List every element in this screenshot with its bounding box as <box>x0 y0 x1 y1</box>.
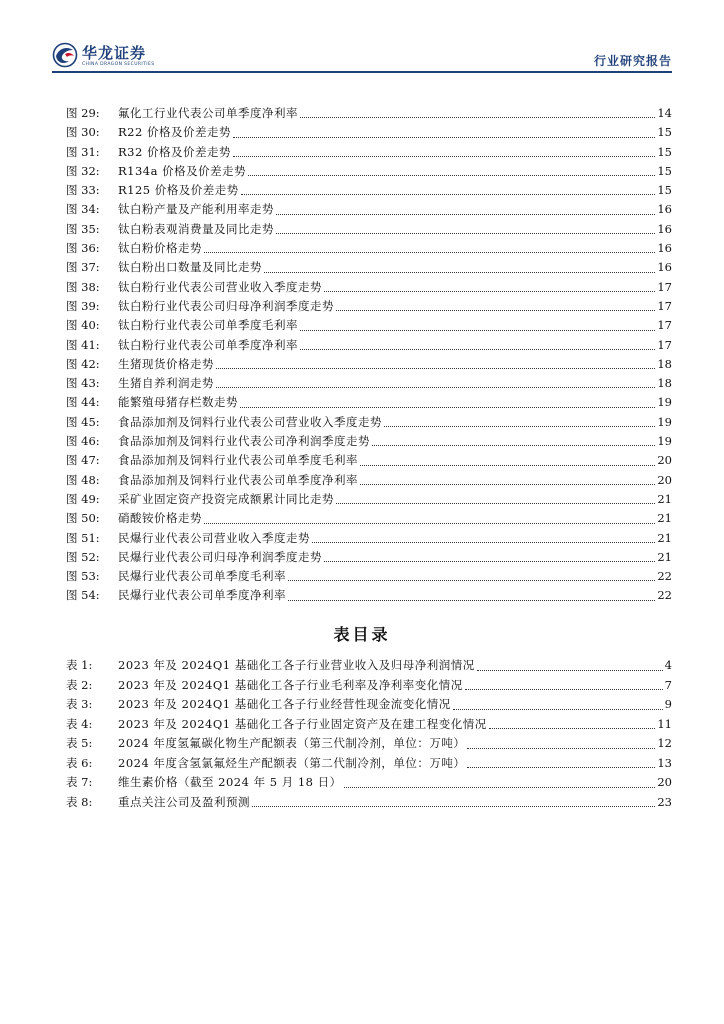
entry-number: 图 37: <box>66 260 100 275</box>
entry-number: 图 36: <box>66 241 100 256</box>
entry-title: 2024 年度氢氟碳化物生产配额表（第三代制冷剂，单位：万吨） <box>118 736 466 750</box>
entry-number: 图 40: <box>66 318 100 333</box>
entry-page-number: 21 <box>657 549 672 564</box>
entry-page-number: 19 <box>657 434 672 449</box>
tables-heading: 表目录 <box>333 625 391 644</box>
table-entry[interactable] <box>66 793 672 813</box>
entry-page-number: 20 <box>657 775 672 789</box>
figure-entry[interactable] <box>66 316 672 335</box>
logo-text-cn: 华龙证券 <box>82 44 147 62</box>
header-divider <box>52 71 672 73</box>
table-entry[interactable] <box>66 754 672 774</box>
figure-entry[interactable] <box>66 162 672 181</box>
entry-title: 食品添加剂及饲料行业代表公司单季度毛利率 <box>118 453 358 468</box>
entry-number: 图 47: <box>66 453 100 468</box>
figure-entry[interactable] <box>66 548 672 567</box>
dot-leader <box>467 748 655 749</box>
dot-leader <box>336 503 655 504</box>
dot-leader <box>248 175 655 176</box>
entry-page-number: 19 <box>657 414 672 429</box>
dot-leader <box>233 137 655 138</box>
entry-number: 图 49: <box>66 491 100 506</box>
dot-leader <box>264 272 655 273</box>
table-entry[interactable] <box>66 773 672 793</box>
dot-leader <box>453 709 663 710</box>
entry-number: 图 41: <box>66 337 100 352</box>
entry-title: 食品添加剂及饲料行业代表公司营业收入季度走势 <box>118 414 382 429</box>
figure-entry[interactable] <box>66 393 672 412</box>
entry-title: 采矿业固定资产投资完成额累计同比走势 <box>118 491 334 506</box>
figure-list <box>66 104 672 606</box>
entry-title: 生猪自养利润走势 <box>118 376 214 391</box>
entry-page-number: 16 <box>657 221 672 236</box>
figure-entry[interactable] <box>66 143 672 162</box>
figure-entry[interactable] <box>66 374 672 393</box>
dot-leader <box>360 484 655 485</box>
figure-entry[interactable] <box>66 451 672 470</box>
dot-leader <box>216 368 655 369</box>
entry-title: 钛白粉表观消费量及同比走势 <box>118 221 274 236</box>
table-entry[interactable] <box>66 656 672 676</box>
entry-number: 表 5: <box>66 736 93 750</box>
dot-leader <box>467 767 655 768</box>
entry-title: 生猪现货价格走势 <box>118 356 214 371</box>
figure-entry[interactable] <box>66 355 672 374</box>
entry-number: 图 52: <box>66 549 100 564</box>
dot-leader <box>465 689 663 690</box>
table-entry[interactable] <box>66 734 672 754</box>
dot-leader <box>336 310 655 311</box>
entry-page-number: 16 <box>657 202 672 217</box>
dot-leader <box>300 349 655 350</box>
entry-number: 图 46: <box>66 434 100 449</box>
entry-title: 重点关注公司及盈利预测 <box>118 794 250 809</box>
entry-number: 图 29: <box>66 106 100 120</box>
figure-entry[interactable] <box>66 239 672 258</box>
entry-number: 图 34: <box>66 202 100 217</box>
table-list <box>66 656 672 812</box>
dot-leader <box>241 194 656 195</box>
entry-title: R32 价格及价差走势 <box>118 144 231 159</box>
entry-number: 图 45: <box>66 414 100 429</box>
figure-entry[interactable] <box>66 123 672 142</box>
entry-number: 表 8: <box>66 794 93 809</box>
table-entry[interactable] <box>66 715 672 735</box>
entry-page-number: 12 <box>657 736 672 750</box>
entry-title: 2024 年度含氢氯氟烃生产配额表（第二代制冷剂，单位：万吨） <box>118 755 466 770</box>
figure-entry[interactable] <box>66 104 672 123</box>
entry-page-number: 23 <box>657 794 672 809</box>
figure-entry[interactable] <box>66 297 672 316</box>
entry-title: 民爆行业代表公司归母净利润季度走势 <box>118 549 322 564</box>
entry-title: 钛白粉价格走势 <box>118 241 202 256</box>
entry-title: 钛白粉行业代表公司单季度净利率 <box>118 337 298 352</box>
entry-title: 2023 年及 2024Q1 基础化工各子行业营业收入及归母净利润情况 <box>118 658 475 672</box>
entry-page-number: 14 <box>657 106 672 120</box>
entry-number: 图 32: <box>66 163 100 178</box>
table-entry[interactable] <box>66 695 672 715</box>
entry-page-number: 7 <box>664 677 672 692</box>
logo-text-en: CHINA DRAGON SECURITIES <box>82 62 155 67</box>
entry-number: 图 44: <box>66 395 100 410</box>
entry-title: 维生素价格（截至 2024 年 5 月 18 日） <box>118 775 342 789</box>
figure-entry[interactable] <box>66 181 672 200</box>
entry-number: 图 53: <box>66 569 100 584</box>
entry-title: 民爆行业代表公司单季度净利率 <box>118 588 286 603</box>
entry-number: 图 33: <box>66 183 100 198</box>
entry-title: R125 价格及价差走势 <box>118 183 239 198</box>
dot-leader <box>312 542 655 543</box>
figure-entry[interactable] <box>66 490 672 509</box>
entry-page-number: 4 <box>664 658 672 672</box>
figure-entry[interactable] <box>66 509 672 528</box>
dot-leader <box>384 426 655 427</box>
entry-page-number: 13 <box>657 755 672 770</box>
entry-page-number: 22 <box>657 588 672 603</box>
entry-page-number: 17 <box>657 337 672 352</box>
dot-leader <box>489 728 656 729</box>
entry-page-number: 21 <box>657 530 672 545</box>
dot-leader <box>252 806 655 807</box>
figure-entry[interactable] <box>66 529 672 548</box>
dot-leader <box>276 214 655 215</box>
entry-page-number: 16 <box>657 260 672 275</box>
entry-page-number: 21 <box>657 491 672 506</box>
entry-title: 2023 年及 2024Q1 基础化工各子行业固定资产及在建工程变化情况 <box>118 716 487 731</box>
figure-entry[interactable] <box>66 336 672 355</box>
entry-title: 2023 年及 2024Q1 基础化工各子行业毛利率及净利率变化情况 <box>118 677 463 692</box>
dot-leader <box>216 387 655 388</box>
entry-page-number: 20 <box>657 453 672 468</box>
entry-page-number: 15 <box>657 144 672 159</box>
page-header <box>0 0 724 80</box>
figure-entry[interactable] <box>66 200 672 219</box>
entry-number: 图 35: <box>66 221 100 236</box>
entry-page-number: 16 <box>657 241 672 256</box>
entry-title: 2023 年及 2024Q1 基础化工各子行业经营性现金流变化情况 <box>118 697 451 711</box>
dot-leader <box>233 156 655 157</box>
entry-number: 表 1: <box>66 658 93 672</box>
entry-number: 图 51: <box>66 530 100 545</box>
figure-entry[interactable] <box>66 586 672 605</box>
entry-number: 图 39: <box>66 298 100 313</box>
dot-leader <box>324 291 655 292</box>
dot-leader <box>300 330 655 331</box>
entry-title: 钛白粉行业代表公司单季度毛利率 <box>118 318 298 333</box>
entry-page-number: 22 <box>657 569 672 584</box>
entry-title: 民爆行业代表公司单季度毛利率 <box>118 569 286 584</box>
entry-title: 钛白粉行业代表公司营业收入季度走势 <box>118 279 322 294</box>
figure-entry[interactable] <box>66 471 672 490</box>
dot-leader <box>204 252 655 253</box>
entry-page-number: 17 <box>657 298 672 313</box>
entry-title: 民爆行业代表公司营业收入季度走势 <box>118 530 310 545</box>
entry-page-number: 21 <box>657 511 672 526</box>
dot-leader <box>372 445 655 446</box>
figure-entry[interactable] <box>66 413 672 432</box>
entry-title: 能繁殖母猪存栏数走势 <box>118 395 238 410</box>
entry-page-number: 17 <box>657 279 672 294</box>
figure-entry[interactable] <box>66 567 672 586</box>
entry-title: R22 价格及价差走势 <box>118 125 231 140</box>
entry-number: 图 48: <box>66 472 100 487</box>
entry-title: 钛白粉产量及产能利用率走势 <box>118 202 274 217</box>
entry-title: 钛白粉行业代表公司归母净利润季度走势 <box>118 298 334 313</box>
figure-entry[interactable] <box>66 258 672 277</box>
dot-leader <box>324 561 655 562</box>
dot-leader <box>204 523 655 524</box>
entry-page-number: 18 <box>657 376 672 391</box>
entry-page-number: 9 <box>664 697 672 711</box>
entry-number: 表 6: <box>66 755 93 770</box>
company-logo <box>52 42 156 72</box>
entry-title: R134a 价格及价差走势 <box>118 163 247 178</box>
figure-entry[interactable] <box>66 432 672 451</box>
entry-page-number: 19 <box>657 395 672 410</box>
entry-page-number: 17 <box>657 318 672 333</box>
entry-title: 硝酸铵价格走势 <box>118 511 202 526</box>
dragon-logo-icon <box>52 42 78 68</box>
report-type-label: 行业研究报告 <box>593 54 672 68</box>
dot-leader <box>300 117 655 118</box>
entry-number: 表 2: <box>66 677 93 692</box>
dot-leader <box>344 787 656 788</box>
dot-leader <box>288 600 655 601</box>
entry-page-number: 11 <box>657 716 672 731</box>
table-entry[interactable] <box>66 676 672 696</box>
figure-entry[interactable] <box>66 220 672 239</box>
entry-number: 图 42: <box>66 356 100 371</box>
entry-title: 食品添加剂及饲料行业代表公司单季度净利率 <box>118 472 358 487</box>
entry-number: 图 31: <box>66 144 100 159</box>
entry-number: 图 54: <box>66 588 100 603</box>
entry-title: 氟化工行业代表公司单季度净利率 <box>118 106 298 120</box>
dot-leader <box>477 670 663 671</box>
dot-leader <box>288 580 655 581</box>
dot-leader <box>360 465 655 466</box>
entry-page-number: 15 <box>657 183 672 198</box>
entry-number: 表 3: <box>66 697 93 711</box>
entry-number: 表 4: <box>66 716 93 731</box>
entry-page-number: 20 <box>657 472 672 487</box>
entry-page-number: 15 <box>657 163 672 178</box>
entry-number: 图 43: <box>66 376 100 391</box>
entry-page-number: 18 <box>657 356 672 371</box>
entry-title: 食品添加剂及饲料行业代表公司净利润季度走势 <box>118 434 370 449</box>
entry-page-number: 15 <box>657 125 672 140</box>
figure-entry[interactable] <box>66 278 672 297</box>
entry-number: 图 30: <box>66 125 100 140</box>
entry-number: 图 38: <box>66 279 100 294</box>
entry-number: 表 7: <box>66 775 93 789</box>
entry-number: 图 50: <box>66 511 100 526</box>
dot-leader <box>276 233 655 234</box>
dot-leader <box>240 407 655 408</box>
entry-title: 钛白粉出口数量及同比走势 <box>118 260 262 275</box>
